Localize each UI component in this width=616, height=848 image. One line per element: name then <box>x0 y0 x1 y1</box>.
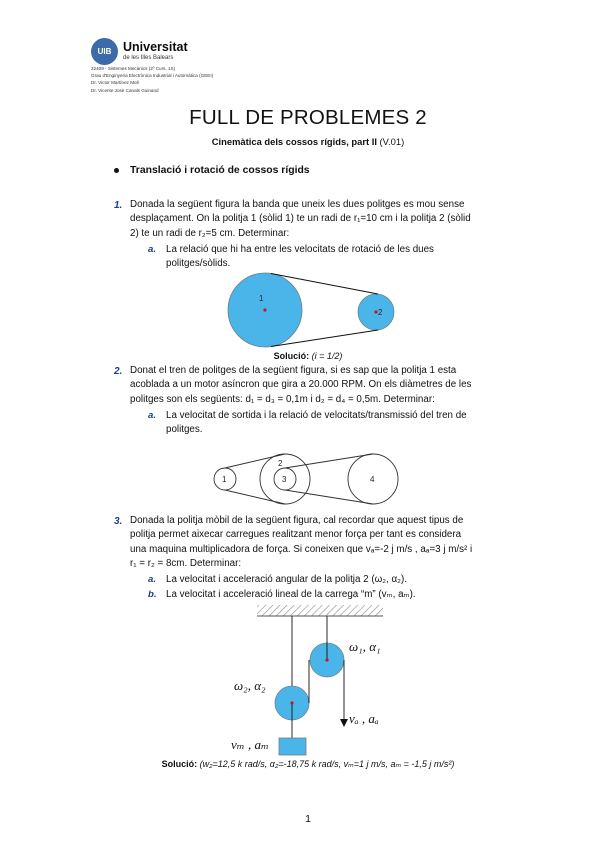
text-line: r₁ = r₂ = 8cm. Determinar: <box>130 558 242 570</box>
sub-item-text <box>166 243 517 271</box>
page-number: 1 <box>305 813 311 825</box>
load-mass <box>279 738 306 755</box>
text-line: politges son els següents: d₁ = d₃ = 0,1m i d₂ = d₄ = 0,5m. Determinar: <box>130 393 435 405</box>
problem-1-text <box>130 198 517 241</box>
sub-item-label: a. <box>148 244 157 255</box>
figure-belt-pulleys <box>225 270 395 350</box>
arrow-down-icon <box>340 719 348 727</box>
problem-number: 3. <box>114 516 123 527</box>
pulley-3-label: 3 <box>282 475 287 484</box>
logo-university-name: Universitat <box>123 40 188 54</box>
figure-movable-pulley <box>225 603 425 758</box>
problem-number: 1. <box>114 200 123 211</box>
solution-label: Solució: <box>273 351 310 361</box>
problem-1-solution <box>0 351 616 361</box>
pulley-1-label: 1 <box>222 475 227 484</box>
problem-3-text <box>130 514 517 572</box>
sub-item-label: b. <box>148 589 157 600</box>
text-line: politja permet aixecar carregues realitzant menor força per tant es considera <box>130 529 462 541</box>
pulley-1-label: ω₁, α₁ <box>349 639 381 654</box>
text-line: La velocitat i acceleració lineal de la carrega “m” (vₘ, aₘ). <box>166 589 416 600</box>
logo-university-sub: de les Illes Balears <box>123 55 174 61</box>
text-line: La relació que hi ha entre les velocitats de rotació de les dues <box>166 244 434 255</box>
sub-item-label: a. <box>148 410 157 421</box>
solution-text: (w₂=12,5 k rad/s, α₂=-18,75 k rad/s, vₘ=1 j m/s, aₘ = -1,5 j m/s²) <box>199 759 455 769</box>
pulley-2-label: 2 <box>278 459 283 468</box>
text-line: politges. <box>166 424 203 435</box>
page-subtitle <box>0 136 616 147</box>
version-label: (V.01) <box>379 136 405 147</box>
page-title: FULL DE PROBLEMES 2 <box>189 106 427 129</box>
ceiling <box>257 605 383 616</box>
figure-pulley-train <box>205 453 415 513</box>
text-line: una maquina multiplicadora de força. Si coneixen que vₐ=-2 j m/s , aₐ=3 j m/s² i <box>130 543 473 555</box>
section-title: Translació i rotació de cossos rígids <box>130 165 310 176</box>
course-line: Grau d'Enginyeria Electrònica Industrial i Automàtica (GEEI) <box>91 73 214 79</box>
course-line: Dr. Victor Martínez Moll <box>91 80 139 86</box>
belt-2-top <box>285 454 373 468</box>
rope-velocity-label: vₐ , aₐ <box>349 711 379 726</box>
sub-item-text <box>166 588 517 602</box>
pulley-1-center <box>325 658 328 661</box>
belt-2-bottom <box>285 490 373 504</box>
logo-badge: UIB <box>91 38 118 65</box>
pulley-4-label: 4 <box>370 475 375 484</box>
text-line: politges/sòlids. <box>166 258 231 269</box>
text-line: desplaçament. On la politja 1 (sòlid 1) te un radi de r₁=10 cm i la politja 2 (sòlid <box>130 213 471 225</box>
university-logo <box>91 38 201 68</box>
text-line: La velocitat i acceleració angular de la politja 2 (ω₂, α₂). <box>166 574 407 585</box>
sub-item-label: a. <box>148 574 157 585</box>
text-line: Donada la següent figura la banda que uneix les dues politges es mou sense <box>130 199 465 210</box>
belt-1-bottom <box>225 490 285 504</box>
problem-2-text <box>130 364 517 407</box>
load-velocity-label: vₘ , aₘ <box>231 737 269 752</box>
problem-3-solution <box>0 759 616 770</box>
problem-number: 2. <box>114 366 123 377</box>
pulley-2-label: ω₂, α₂ <box>234 678 266 693</box>
text-line: La velocitat de sortida i la relació de velocitats/transmissió del tren de <box>166 410 467 421</box>
text-line: 2) te un radi de r₂=5 cm. Determinar: <box>130 227 290 239</box>
text-line: Donat el tren de politges de la següent figura, si es sap que la politja 1 esta <box>130 365 457 376</box>
course-line: Dr. Vicente Josè Canals Guinand <box>91 87 159 93</box>
section-heading <box>114 165 310 176</box>
sub-item-text <box>166 573 517 587</box>
bullet-icon <box>114 168 119 173</box>
pulley-2-label: 2 <box>378 308 383 317</box>
sub-item-text <box>166 409 517 437</box>
pulley-1-label: 1 <box>259 294 264 303</box>
solution-text: (i = 1/2) <box>311 351 343 361</box>
pulley-1-center <box>263 308 266 311</box>
course-line: 22409 - Sistemes Mecànics (2º Curs, 1S) <box>91 66 176 71</box>
solution-label: Solució: <box>161 759 198 769</box>
text-line: Donada la politja mòbil de la següent figura, cal recordar que aquest tipus de <box>130 515 464 526</box>
course-info <box>91 65 213 94</box>
belt-1-top <box>225 454 285 468</box>
subtitle-text: Cinemàtica dels cossos rígids, part II <box>211 136 377 147</box>
text-line: acoblada a un motor asíncron que gira a 20.000 RPM. On els diàmetres de les <box>130 379 472 391</box>
pulley-2-center <box>290 701 293 704</box>
